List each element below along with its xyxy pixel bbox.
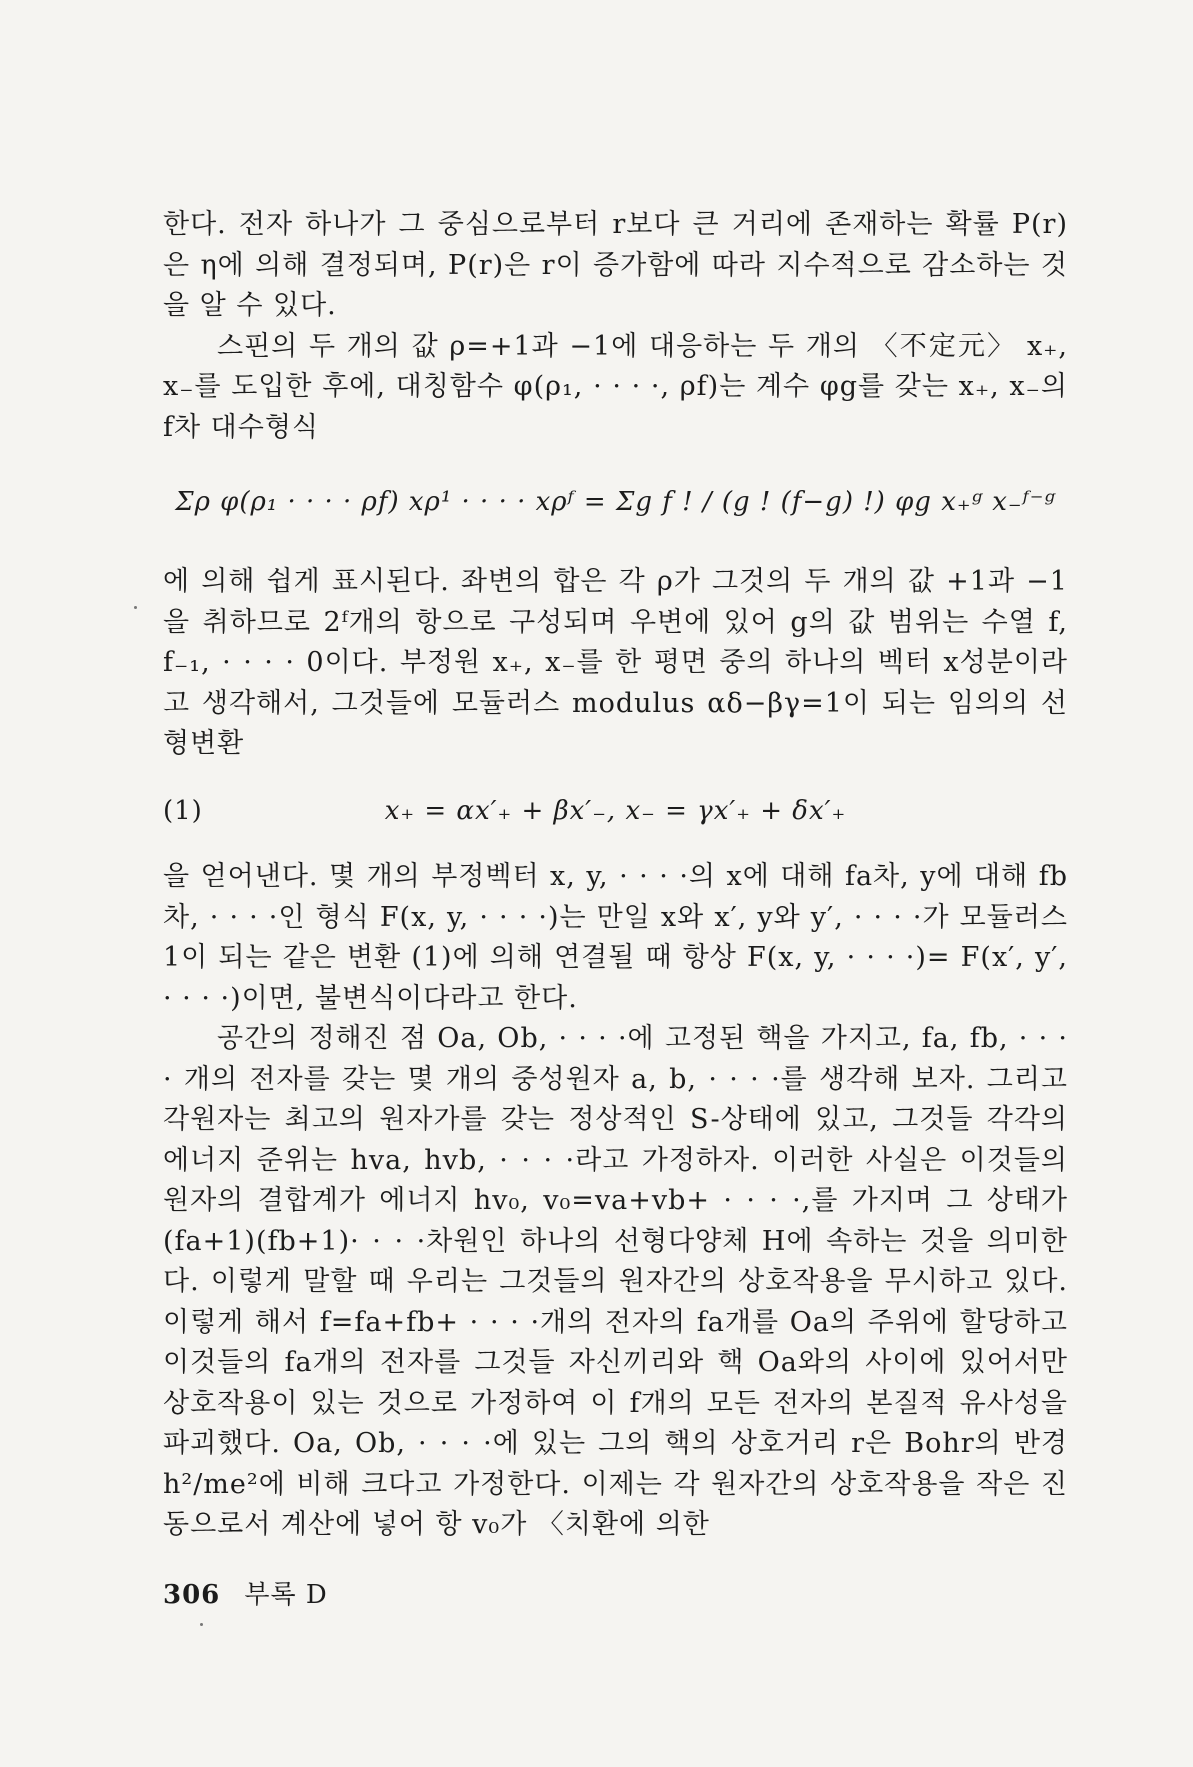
- body-text: [163, 205, 1068, 1546]
- equation-number: (1): [163, 795, 203, 826]
- paragraph-1: 한다. 전자 하나가 그 중심으로부터 r보다 큰 거리에 존재하는 확률 P(r)은 η에 의해 결정되며, P(r)은 r이 증가함에 따라 지수적으로 감소하는 것을 알 수 있다.: [163, 209, 1068, 321]
- scan-speck: [200, 1623, 203, 1626]
- equation-body: x₊ = αx′₊ + βx′₋, x₋ = γx′₊ + δx′₊: [384, 795, 847, 826]
- equation-1: [163, 791, 1068, 832]
- section-label: 부록 D: [244, 1580, 328, 1610]
- paragraph-2: 스핀의 두 개의 값 ρ=+1과 −1에 대응하는 두 개의 〈不定元〉 x₊, x₋를 도입한 후에, 대칭함수 φ(ρ₁, · · · ·, ρf)는 계수 φg를 갖는 x₊, x₋의 f차 대수형식: [163, 330, 1068, 443]
- page-number: 306: [163, 1580, 221, 1610]
- page-footer: [163, 1574, 328, 1611]
- paragraph-4: 을 얻어낸다. 몇 개의 부정벡터 x, y, · · · ·의 x에 대해 fa차, y에 대해 fb차, · · · ·인 형식 F(x, y, · · · ·)는 만일 x와 x′, y와 y′, · · · ·가 모듈러스 1이 되는 같은 변환 (1)에 의해 연결될 때 항상 F(x, y, · · · ·)= F(x′, y′, · · · ·)이면, 불변식이다라고 한다.: [163, 861, 1068, 1014]
- scan-speck: [134, 606, 137, 609]
- paragraph-3: 에 의해 쉽게 표시된다. 좌변의 합은 각 ρ가 그것의 두 개의 값 +1과 −1을 취하므로 2ᶠ개의 항으로 구성되며 우변에 있어 g의 값 범위는 수열 f, f₋₁, · · · · 0이다. 부정원 x₊, x₋를 한 평면 중의 하나의 벡터 x성분이라고 생각해서, 그것들에 모듈러스 modulus αδ−βγ=1이 되는 임의의 선형변환: [163, 566, 1068, 759]
- sum-formula: Σρ φ(ρ₁ · · · · ρf) xρ¹ · · · · xρᶠ = Σg f ! / (g ! (f−g) !) φg x₊ᵍ x₋ᶠ⁻ᵍ: [175, 487, 1056, 517]
- paragraph-5: 공간의 정해진 점 Oa, Ob, · · · ·에 고정된 핵을 가지고, fa, fb, · · · · 개의 전자를 갖는 몇 개의 중성원자 a, b, · · · ·를 생각해 보자. 그리고 각원자는 최고의 원자가를 갖는 정상적인 S-상태에 있고, 그것들 각각의 에너지 준위는 hva, hvb, · · · ·라고 가정하자. 이러한 사실은 이것들의 원자의 결합계가 에너지 hv₀, v₀=va+vb+ · · · ·,를 가지며 그 상태가 (fa+1)(fb+1)· · · ·차원인 하나의 선형다양체 H에 속하는 것을 의미한다. 이렇게 말할 때 우리는 그것들의 원자간의 상호작용을 무시하고 있다. 이렇게 해서 f=fa+fb+ · · · ·개의 전자의 fa개를 Oa의 주위에 할당하고 이것들의 fa개의 전자를 그것들 자신끼리와 핵 Oa와의 사이에 있어서만 상호작용이 있는 것으로 가정하여 이 f개의 모든 전자의 본질적 유사성을 파괴했다. Oa, Ob, · · · ·에 있는 그의 핵의 상호거리 r은 Bohr의 반경 h²/me²에 비해 크다고 가정한다. 이제는 각 원자간의 상호작용을 작은 진동으로서 계산에 넣어 항 v₀가 〈치환에 의한: [163, 1023, 1068, 1540]
